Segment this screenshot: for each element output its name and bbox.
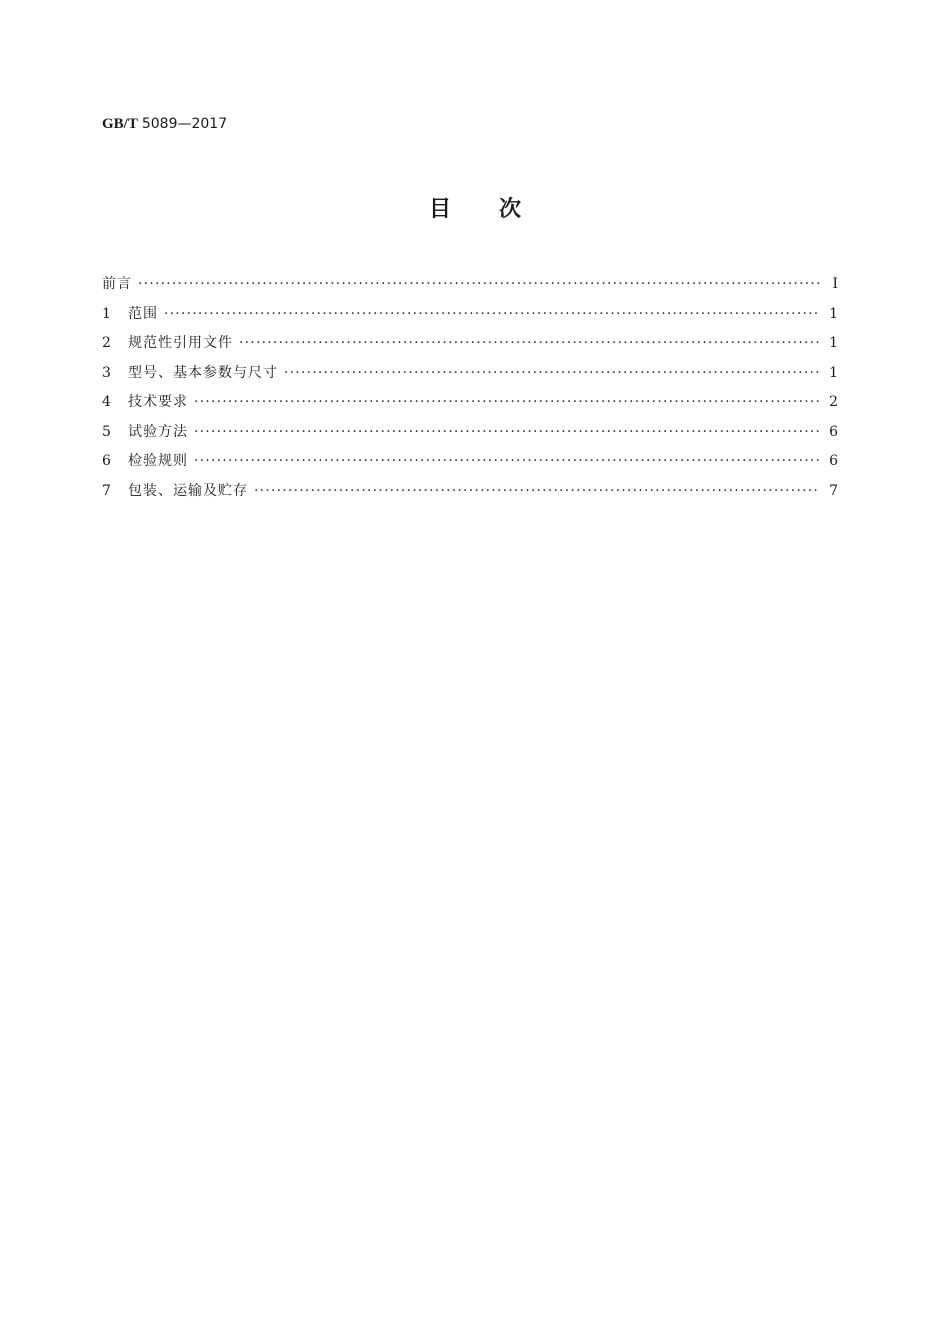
- document-header: [102, 113, 227, 134]
- table-of-contents: [102, 272, 838, 508]
- dot-leader: [194, 390, 820, 414]
- dot-leader: [239, 331, 820, 355]
- toc-entry-number: 7: [102, 482, 111, 499]
- toc-entry-title: 包装、运输及贮存: [128, 482, 248, 499]
- toc-entry-5[interactable]: [102, 420, 838, 450]
- toc-entry-title: 范围: [128, 305, 158, 322]
- toc-entry-number: 3: [102, 364, 111, 381]
- toc-entry-title: 前言: [102, 276, 132, 292]
- toc-entry-page: 1: [829, 305, 838, 322]
- toc-entry-6[interactable]: [102, 449, 838, 479]
- toc-entry-page: 1: [829, 335, 838, 351]
- toc-entry-page: 6: [829, 423, 838, 440]
- toc-entry-number: 6: [102, 453, 111, 469]
- toc-entry-number: 4: [102, 394, 111, 410]
- toc-entry-page: Ⅰ: [832, 276, 838, 292]
- toc-entry-7[interactable]: [102, 479, 838, 509]
- toc-entry-number: 5: [102, 423, 111, 440]
- standard-code: GB/T: [102, 116, 138, 132]
- toc-entry-4[interactable]: [102, 390, 838, 420]
- toc-entry-number: 1: [102, 305, 111, 322]
- dot-leader: [138, 272, 820, 296]
- toc-entry-foreword[interactable]: [102, 272, 838, 302]
- toc-entry-number: 2: [102, 335, 111, 351]
- toc-entry-page: 1: [829, 364, 838, 381]
- toc-title: 目次: [428, 197, 569, 222]
- dot-leader: [254, 479, 820, 503]
- standard-number: 5089—2017: [141, 116, 228, 132]
- toc-entry-title: 检验规则: [128, 453, 188, 469]
- toc-entry-page: 6: [829, 453, 838, 469]
- toc-entry-page: 7: [829, 482, 838, 499]
- dot-leader: [194, 420, 820, 444]
- toc-entry-2[interactable]: [102, 331, 838, 361]
- toc-entry-1[interactable]: [102, 302, 838, 332]
- toc-entry-page: 2: [829, 394, 838, 410]
- toc-entry-3[interactable]: [102, 361, 838, 391]
- toc-entry-title: 规范性引用文件: [128, 335, 233, 351]
- toc-entry-title: 型号、基本参数与尺寸: [128, 364, 278, 381]
- toc-entry-title: 技术要求: [128, 394, 188, 410]
- toc-entry-title: 试验方法: [128, 423, 188, 440]
- dot-leader: [194, 449, 820, 473]
- dot-leader: [284, 361, 820, 385]
- dot-leader: [164, 302, 820, 326]
